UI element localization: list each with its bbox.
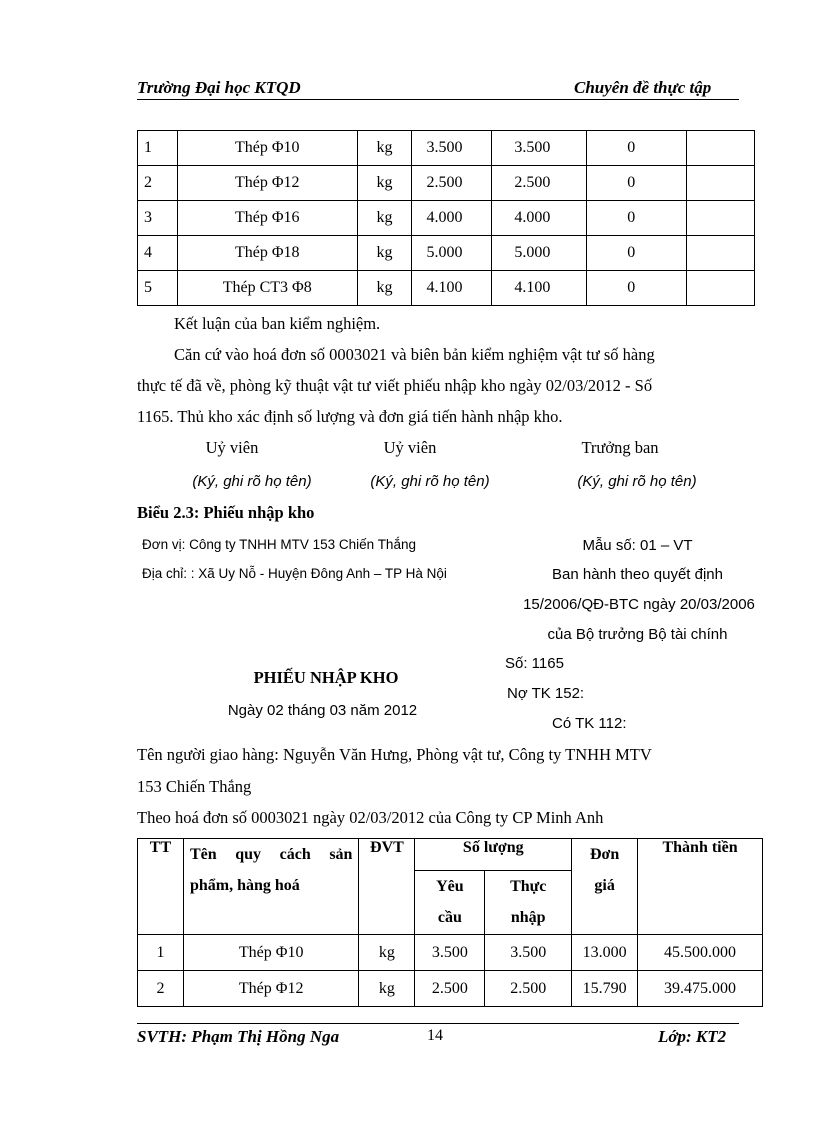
- header-amount: Thành tiền: [638, 839, 763, 935]
- deliverer-line-2: 153 Chiến Thắng: [137, 777, 252, 796]
- header-left: Trường Đại học KTQD: [137, 78, 301, 97]
- cell-note: [687, 131, 755, 166]
- table-row: [138, 236, 755, 271]
- table-row: [138, 271, 755, 306]
- cell-note: [687, 201, 755, 236]
- table-row: [138, 971, 763, 1007]
- header-price-line-2: giá: [594, 877, 615, 894]
- invoice-line: Theo hoá đơn số 0003021 ngày 02/03/2012 của Công ty CP Minh Anh: [137, 808, 604, 827]
- slip-title: PHIẾU NHẬP KHO: [253, 668, 399, 687]
- form-issued-3: của Bộ trưởng Bộ tài chính: [547, 626, 728, 643]
- table-row: [138, 935, 763, 971]
- header-dvt: ĐVT: [359, 839, 415, 935]
- signature-note-3: (Ký, ghi rõ họ tên): [577, 473, 697, 490]
- cell-unit: kg: [357, 271, 412, 306]
- signature-title-1: Uỷ viên: [205, 438, 259, 457]
- cell-unit: kg: [357, 131, 412, 166]
- table-row: [138, 201, 755, 236]
- header-actual-line-2: nhập: [510, 909, 546, 926]
- conclusion-text: Kết luận của ban kiểm nghiệm.: [174, 314, 381, 333]
- footer-class: Lớp: KT2: [658, 1027, 727, 1046]
- cell-unit: kg: [357, 166, 412, 201]
- cell-unit: kg: [357, 236, 412, 271]
- cell-product: Thép Φ10: [183, 935, 359, 971]
- cell-diff: 0: [587, 271, 687, 306]
- header-requested-line-1: Yêu: [436, 878, 464, 895]
- header-product-line-1: Tên quy cách sản: [189, 846, 353, 863]
- cell-unit-price: 15.790: [572, 971, 638, 1007]
- paragraph-line-2: thực tế đã về, phòng kỹ thuật vật tư viết phiếu nhập kho ngày 02/03/2012 - Số: [137, 376, 653, 395]
- credit-account: Có TK 112:: [552, 715, 627, 732]
- cell-qty-doc: 4.000: [412, 201, 492, 236]
- cell-product: Thép Φ12: [183, 971, 359, 1007]
- cell-material: Thép CT3 Φ8: [177, 271, 357, 306]
- cell-diff: 0: [587, 166, 687, 201]
- signature-title-3: Trưởng ban: [581, 438, 659, 457]
- page-number: 14: [427, 1027, 443, 1044]
- cell-stt: 4: [138, 236, 178, 271]
- unit-address: Địa chỉ: : Xã Uy Nỗ - Huyện Đông Anh – TP Hà Nội: [142, 566, 447, 581]
- header-product: [183, 839, 359, 935]
- footer-rule: [137, 1023, 739, 1024]
- header-rule: [137, 99, 739, 100]
- paragraph-line-1: Căn cứ vào hoá đơn số 0003021 và biên bản kiểm nghiệm vật tư số hàng: [174, 345, 655, 364]
- footer-student: SVTH: Phạm Thị Hồng Nga: [137, 1027, 340, 1046]
- header-quantity: Số lượng: [415, 839, 572, 871]
- signature-note-1: (Ký, ghi rõ họ tên): [192, 473, 312, 490]
- cell-note: [687, 166, 755, 201]
- cell-note: [687, 236, 755, 271]
- cell-stt: 2: [138, 166, 178, 201]
- cell-note: [687, 271, 755, 306]
- cell-stt: 3: [138, 201, 178, 236]
- cell-unit-price: 13.000: [572, 935, 638, 971]
- header-actual-line-1: Thực: [510, 878, 547, 895]
- cell-qty-requested: 2.500: [415, 971, 485, 1007]
- cell-qty-actual: 3.500: [485, 935, 572, 971]
- cell-material: Thép Φ12: [177, 166, 357, 201]
- header-requested: [415, 871, 485, 935]
- header-actual: [485, 871, 572, 935]
- cell-tt: 1: [138, 935, 184, 971]
- form-issued-2: 15/2006/QĐ-BTC ngày 20/03/2006: [523, 596, 755, 613]
- cell-qty-requested: 3.500: [415, 935, 485, 971]
- receipt-table: [137, 838, 763, 1007]
- cell-qty-actual: 2.500: [485, 971, 572, 1007]
- deliverer-line-1: Tên người giao hàng: Nguyễn Văn Hưng, Phòng vật tư, Công ty TNHH MTV: [137, 745, 652, 764]
- cell-qty-actual: 5.000: [492, 236, 587, 271]
- cell-amount: 45.500.000: [638, 935, 763, 971]
- cell-stt: 5: [138, 271, 178, 306]
- unit-name: Đơn vị: Công ty TNHH MTV 153 Chiến Thắng: [142, 537, 416, 552]
- slip-date: Ngày 02 tháng 03 năm 2012: [227, 702, 418, 719]
- cell-qty-doc: 2.500: [412, 166, 492, 201]
- cell-tt: 2: [138, 971, 184, 1007]
- cell-qty-doc: 5.000: [412, 236, 492, 271]
- slip-number: Số: 1165: [505, 655, 564, 672]
- cell-qty-actual: 2.500: [492, 166, 587, 201]
- cell-diff: 0: [587, 131, 687, 166]
- debit-account: Nợ TK 152:: [507, 685, 585, 702]
- signature-title-2: Uỷ viên: [383, 438, 437, 457]
- cell-unit: kg: [359, 971, 415, 1007]
- cell-diff: 0: [587, 236, 687, 271]
- cell-unit: kg: [359, 935, 415, 971]
- table-row: [138, 131, 755, 166]
- header-tt: TT: [138, 839, 184, 935]
- header-product-line-2: phẩm, hàng hoá: [189, 877, 300, 894]
- cell-qty-actual: 4.100: [492, 271, 587, 306]
- cell-qty-doc: 4.100: [412, 271, 492, 306]
- cell-qty-actual: 3.500: [492, 131, 587, 166]
- table-row: [138, 166, 755, 201]
- exhibit-title: Biểu 2.3: Phiếu nhập kho: [137, 503, 315, 522]
- header-price-line-1: Đơn: [589, 846, 620, 863]
- header-right: Chuyên đề thực tập: [574, 78, 712, 97]
- cell-qty-doc: 3.500: [412, 131, 492, 166]
- cell-material: Thép Φ18: [177, 236, 357, 271]
- form-issued-1: Ban hành theo quyết định: [552, 566, 723, 583]
- header-requested-line-2: cầu: [437, 909, 462, 926]
- cell-diff: 0: [587, 201, 687, 236]
- cell-unit: kg: [357, 201, 412, 236]
- paragraph-line-3: 1165. Thủ kho xác định số lượng và đơn giá tiến hành nhập kho.: [137, 407, 563, 426]
- cell-stt: 1: [138, 131, 178, 166]
- form-number: Mẫu số: 01 – VT: [582, 537, 693, 554]
- cell-material: Thép Φ10: [177, 131, 357, 166]
- cell-amount: 39.475.000: [638, 971, 763, 1007]
- cell-qty-actual: 4.000: [492, 201, 587, 236]
- cell-material: Thép Φ16: [177, 201, 357, 236]
- inspection-table: [137, 130, 755, 306]
- signature-note-2: (Ký, ghi rõ họ tên): [370, 473, 490, 490]
- header-price: [572, 839, 638, 935]
